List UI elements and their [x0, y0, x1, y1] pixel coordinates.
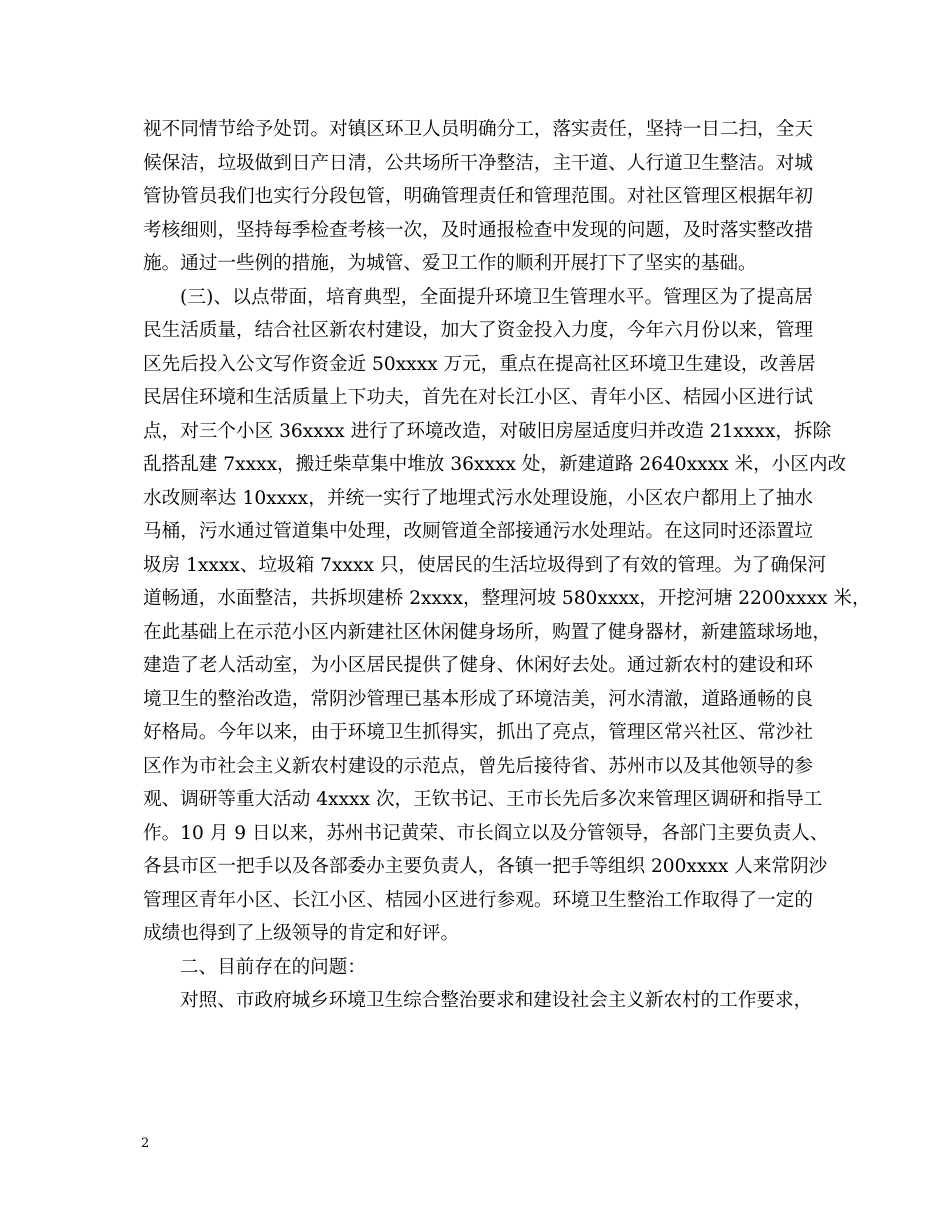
text-line: 点，对三个小区 36xxxx 进行了环境改造，对破旧房屋适度归并改造 21xxxx，拆除 [143, 420, 832, 442]
paragraph-1 [143, 113, 813, 281]
text-line: 候保洁，垃圾做到日产日清，公共场所干净整洁，主干道、人行道卫生整洁。对城 [143, 152, 813, 174]
text-line: 各县市区一把手以及各部委办主要负责人，各镇一把手等组织 200xxxx 人来常阴沙 [143, 856, 828, 877]
text-line: (三)、以点带面，培育典型，全面提升环境卫生管理水平。管理区为了提高居 [180, 286, 813, 308]
text-line: 观、调研等重大活动 4xxxx 次，王钦书记、王市长先后多次来管理区调研和指导工 [143, 789, 823, 810]
text-line: 成绩也得到了上级领导的肯定和好评。 [143, 923, 460, 944]
text-line: 考核细则，坚持每季检查考核一次，及时通报检查中发现的问题，及时落实整改措 [143, 219, 813, 241]
text-line: 圾房 1xxxx、垃圾箱 7xxxx 只，使居民的生活垃圾得到了有效的管理。为了确保河 [143, 554, 827, 576]
text-line: 管理区青年小区、长江小区、桔园小区进行参观。环境卫生整治工作取得了一定的 [143, 889, 813, 911]
text-line: 管协管员我们也实行分段包管，明确管理责任和管理范围。对社区管理区根据年初 [143, 186, 813, 207]
text-line: 区作为市社会主义新农村建设的示范点，曾先后接待省、苏州市以及其他领导的参 [143, 755, 813, 777]
text-line: 民居住环境和生活质量上下功夫，首先在对长江小区、青年小区、桔园小区进行试 [143, 387, 813, 408]
text-line: 境卫生的整治改造，常阴沙管理已基本形成了环境洁美，河水清澈，道路通畅的良 [143, 688, 813, 710]
text-line: 二、目前存在的问题： [180, 956, 366, 978]
text-line: 施。通过一些例的措施，为城管、爱卫工作的顺利开展打下了坚实的基础。 [143, 253, 757, 274]
text-line: 视不同情节给予处罚。对镇区环卫人员明确分工，落实责任，坚持一日二扫，全天 [143, 119, 813, 140]
section-heading [143, 951, 813, 985]
text-line: 马桶，污水通过管道集中处理，改厕管道全部接通污水处理站。在这同时还添置垃 [143, 521, 813, 542]
page-number: 2 [141, 1136, 150, 1151]
text-line: 作。10 月 9 日以来，苏州书记黄荣、市长阎立以及分管领导，各部门主要负责人、 [143, 822, 829, 844]
text-line: 乱搭乱建 7xxxx，搬迁柴草集中堆放 36xxxx 处，新建道路 2640xxxx 米，小区内改 [143, 454, 847, 475]
text-line: 在此基础上在示范小区内新建社区休闲健身场所，购置了健身器材，新建篮球场地， [143, 621, 831, 643]
paragraph-3 [143, 984, 813, 1018]
text-line: 区先后投入公文写作资金近 50xxxx 万元，重点在提高社区环境卫生建设，改善居 [143, 353, 816, 375]
text-line: 好格局。今年以来，由于环境卫生抓得实，抓出了亮点，管理区常兴社区、常沙社 [143, 722, 813, 743]
body-text [143, 113, 871, 1018]
text-line: 民生活质量，结合社区新农村建设，加大了资金投入力度，今年六月份以来，管理 [143, 320, 813, 341]
text-line: 水改厕率达 10xxxx，并统一实行了地埋式污水处理设施，小区农户都用上了抽水 [143, 487, 813, 509]
text-line: 道畅通，水面整洁，共拆坝建桥 2xxxx，整理河坡 580xxxx，开挖河塘 2200xxxx 米， [143, 588, 871, 609]
paragraph-2 [143, 281, 871, 951]
text-line: 对照、市政府城乡环境卫生综合整治要求和建设社会主义新农村的工作要求， [180, 990, 813, 1011]
text-line: 建造了老人活动室，为小区居民提供了健身、休闲好去处。通过新农村的建设和环 [143, 655, 813, 676]
